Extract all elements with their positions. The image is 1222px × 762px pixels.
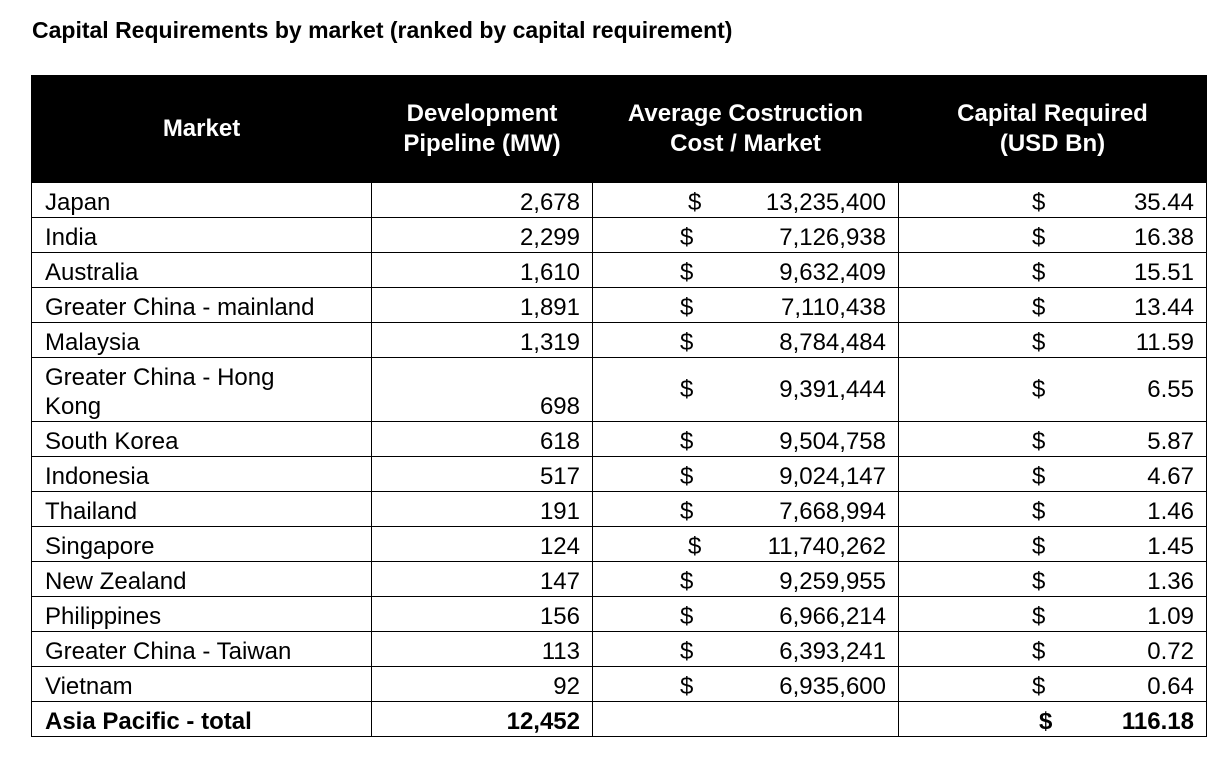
cost-amount: 6,966,214 [779,603,886,630]
capital-requirements-table [31,75,1207,737]
cost-value [593,328,898,357]
cell-pipeline: 113 [372,632,593,667]
cell-market [32,422,372,457]
table-row [32,492,1207,527]
cell-cost [593,527,899,562]
capital-amount: 6.55 [1147,376,1194,403]
currency-symbol: $ [1032,498,1046,525]
currency-symbol: $ [1032,428,1046,455]
cost-amount: 7,110,438 [781,294,886,321]
currency-symbol: $ [680,428,694,455]
cell-cost [593,358,899,422]
header-market: Market [32,76,372,183]
cell-cost [593,288,899,323]
cell-market [32,492,372,527]
cost-amount: 11,740,262 [767,533,886,560]
header-cost-line-1: Average Costruction [627,100,864,127]
capital-value [899,567,1206,596]
cell-cost [593,183,899,218]
capital-amount: 0.72 [1147,638,1194,665]
cell-pipeline: 124 [372,527,593,562]
currency-symbol: $ [680,673,694,700]
cell-total-capital [899,702,1207,737]
capital-value [899,223,1206,252]
table-row [32,323,1207,358]
currency-symbol: $ [1032,463,1046,490]
header-cost [593,76,899,183]
cell-capital [899,667,1207,702]
capital-amount: 11.59 [1135,329,1194,356]
cost-amount: 9,632,409 [779,259,886,286]
capital-value [899,258,1206,287]
cost-amount: 7,668,994 [779,498,886,525]
cost-amount: 8,784,484 [779,329,886,356]
cell-capital [899,253,1207,288]
capital-value [899,602,1206,631]
total-capital-value [899,707,1206,736]
cell-market [32,323,372,358]
header-row [32,76,1207,183]
currency-symbol: $ [1032,294,1046,321]
cost-value [593,223,898,252]
currency-symbol: $ [1032,259,1046,286]
currency-symbol: $ [1032,376,1046,403]
table-row [32,422,1207,457]
capital-amount: 15.51 [1133,259,1194,286]
cost-value [593,375,898,404]
cost-value [593,258,898,287]
cell-market [32,667,372,702]
market-name: Greater China - mainland [45,294,315,321]
cell-pipeline: 147 [372,562,593,597]
cell-market [32,527,372,562]
cost-amount: 9,504,758 [779,428,886,455]
table-row [32,218,1207,253]
cell-capital [899,183,1207,218]
cell-cost [593,253,899,288]
market-name: Philippines [45,603,162,630]
capital-value [899,637,1206,666]
table-row [32,288,1207,323]
market-name: South Korea [45,428,179,455]
cell-pipeline: 2,299 [372,218,593,253]
capital-value [899,293,1206,322]
cell-capital [899,562,1207,597]
capital-amount: 4.67 [1147,463,1194,490]
cost-amount: 6,935,600 [779,673,886,700]
cell-pipeline: 618 [372,422,593,457]
cell-cost [593,457,899,492]
header-capital-line-2: (USD Bn) [999,130,1106,157]
cell-capital [899,323,1207,358]
cell-market [32,457,372,492]
currency-symbol: $ [680,376,694,403]
currency-symbol: $ [688,189,702,216]
capital-value [899,188,1206,217]
table-row [32,457,1207,492]
currency-symbol: $ [1032,533,1046,560]
cell-capital [899,288,1207,323]
market-name-line: Kong [45,393,102,420]
cost-amount: 7,126,938 [779,224,886,251]
cell-total-cost [593,702,899,737]
header-pipeline-line-2: Pipeline (MW) [403,130,561,157]
cell-pipeline: 156 [372,597,593,632]
cell-cost [593,422,899,457]
cost-value [593,497,898,526]
cell-pipeline: 2,678 [372,183,593,218]
cost-value [593,567,898,596]
cell-market [32,288,372,323]
market-name: Japan [45,189,111,216]
header-pipeline-line-1: Development [406,100,558,127]
market-name: Vietnam [45,673,133,700]
cell-capital [899,492,1207,527]
currency-symbol: $ [1032,638,1046,665]
currency-symbol: $ [680,329,694,356]
table-row [32,253,1207,288]
cell-cost [593,667,899,702]
cell-market [32,562,372,597]
capital-value [899,328,1206,357]
capital-amount: 13.44 [1133,294,1194,321]
cell-cost [593,323,899,358]
cost-value [593,188,898,217]
cell-capital [899,597,1207,632]
cost-amount: 6,393,241 [779,638,886,665]
cost-amount: 9,259,955 [779,568,886,595]
table-row [32,667,1207,702]
cell-pipeline: 517 [372,457,593,492]
cell-market [32,253,372,288]
header-pipeline [372,76,593,183]
capital-value [899,375,1206,404]
table-body [32,183,1207,737]
capital-amount: 1.09 [1147,603,1194,630]
page-title: Capital Requirements by market (ranked by capital requirement) [32,17,733,43]
market-name: India [45,224,98,251]
currency-symbol: $ [1032,224,1046,251]
capital-amount: 1.36 [1147,568,1194,595]
market-name: Singapore [45,533,155,560]
currency-symbol: $ [1032,568,1046,595]
capital-amount: 5.87 [1147,428,1194,455]
cost-value [593,637,898,666]
cell-market [32,183,372,218]
cell-market [32,632,372,667]
cell-capital [899,422,1207,457]
table-row [32,358,1207,422]
cell-pipeline: 191 [372,492,593,527]
cost-value [593,293,898,322]
cell-market [32,358,372,422]
currency-symbol: $ [1032,673,1046,700]
cell-cost [593,492,899,527]
market-name: Australia [45,259,139,286]
cell-cost [593,218,899,253]
table-row [32,183,1207,218]
cost-value [593,427,898,456]
cell-capital [899,527,1207,562]
table-row [32,562,1207,597]
cell-capital [899,632,1207,667]
total-label: Asia Pacific - total [45,708,252,735]
table-row [32,597,1207,632]
capital-value [899,462,1206,491]
cost-value [593,602,898,631]
table-header [32,76,1207,183]
capital-amount: 1.45 [1147,533,1194,560]
currency-symbol: $ [680,638,694,665]
table-row [32,632,1207,667]
cost-value [593,672,898,701]
capital-value [899,532,1206,561]
cell-market [32,597,372,632]
currency-symbol: $ [680,603,694,630]
cell-capital [899,457,1207,492]
market-name: Indonesia [45,463,150,490]
cell-capital [899,218,1207,253]
cell-capital [899,358,1207,422]
total-row [32,702,1207,737]
market-name: Greater China - Taiwan [45,638,292,665]
capital-value [899,672,1206,701]
cell-cost [593,597,899,632]
cell-pipeline: 92 [372,667,593,702]
cost-amount: 13,235,400 [765,189,886,216]
market-name: Thailand [45,498,138,525]
header-capital-line-1: Capital Required [957,100,1148,127]
total-capital-amount: 116.18 [1121,708,1194,735]
cell-pipeline: 698 [372,358,593,422]
capital-value [899,497,1206,526]
capital-amount: 16.38 [1133,224,1194,251]
cell-market [32,218,372,253]
currency-symbol: $ [680,259,694,286]
currency-symbol: $ [1032,603,1046,630]
currency-symbol: $ [1032,189,1046,216]
currency-symbol: $ [680,224,694,251]
cost-amount: 9,391,444 [779,376,886,403]
header-cost-line-2: Cost / Market [670,130,821,157]
cost-value [593,462,898,491]
currency-symbol: $ [688,533,702,560]
cell-pipeline: 1,319 [372,323,593,358]
currency-symbol: $ [680,294,694,321]
cost-value [593,532,898,561]
currency-symbol: $ [1039,708,1053,735]
market-name: New Zealand [45,568,187,595]
cell-pipeline: 1,891 [372,288,593,323]
cell-cost [593,632,899,667]
cell-pipeline: 1,610 [372,253,593,288]
currency-symbol: $ [1032,329,1046,356]
capital-amount: 35.44 [1133,189,1194,216]
market-name-line: Greater China - Hong [45,364,275,391]
currency-symbol: $ [680,463,694,490]
cell-total-market [32,702,372,737]
table-row [32,527,1207,562]
market-name: Malaysia [45,329,140,356]
capital-amount: 1.46 [1147,498,1194,525]
currency-symbol: $ [680,498,694,525]
cell-cost [593,562,899,597]
capital-value [899,427,1206,456]
currency-symbol: $ [680,568,694,595]
header-capital [899,76,1207,183]
cell-total-pipeline: 12,452 [372,702,593,737]
cost-amount: 9,024,147 [779,463,886,490]
capital-amount: 0.64 [1147,673,1194,700]
